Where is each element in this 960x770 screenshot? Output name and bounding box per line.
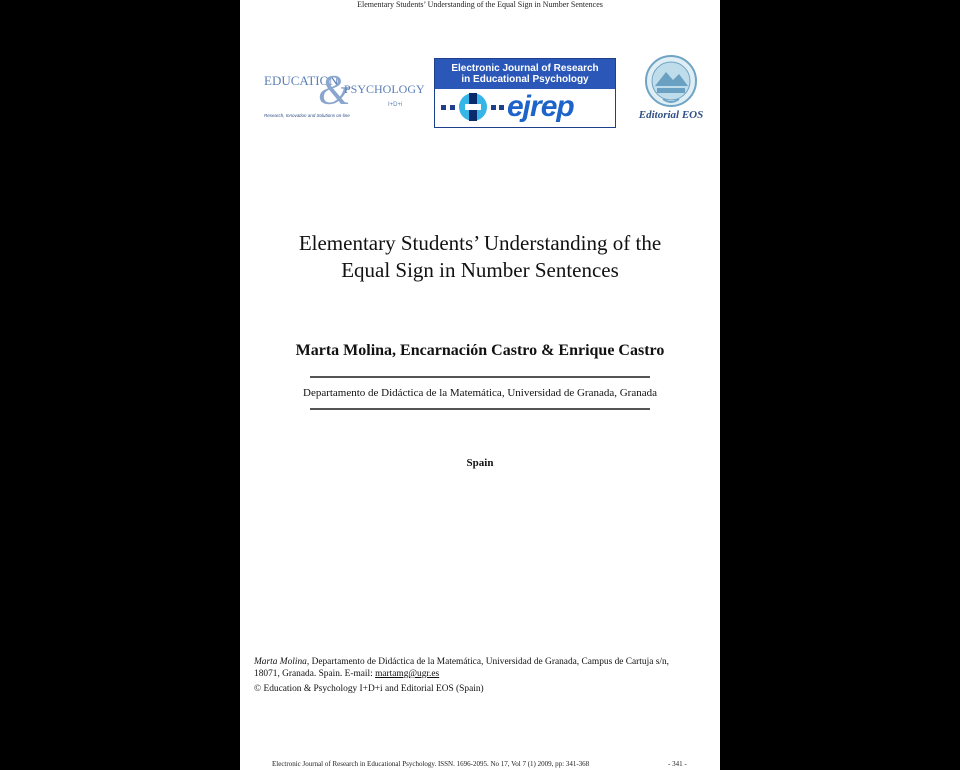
journal-citation: Electronic Journal of Research in Educational Psychology. ISSN. 1696-2095. No 17, Vol 7 (1) 2009, pp: 341-368 bbox=[272, 760, 590, 768]
ejrep-wordmark: ejrep bbox=[507, 90, 574, 123]
affiliation: Departamento de Didáctica de la Matemática, Universidad de Granada, Granada bbox=[303, 387, 657, 399]
correspondence-footnote bbox=[254, 656, 714, 695]
eos-label: Editorial EOS bbox=[638, 109, 704, 121]
running-head: Elementary Students’ Understanding of the Equal Sign in Number Sentences bbox=[357, 0, 603, 9]
country: Spain bbox=[466, 457, 494, 469]
footnote-city: 18071, Granada. Spain. E-mail: bbox=[254, 669, 376, 679]
document-page bbox=[240, 0, 720, 770]
ep-line2: PSYCHOLOGY bbox=[344, 82, 425, 96]
ep-mark: I+D+i bbox=[388, 102, 403, 108]
ejrep-emblem-icon bbox=[439, 89, 505, 126]
footnote-line1 bbox=[254, 656, 714, 668]
ep-line1: EDUCATION bbox=[264, 73, 339, 88]
ejrep-emblem-row bbox=[435, 89, 615, 126]
top-divider bbox=[310, 376, 650, 378]
ejrep-banner-line2: in Educational Psychology bbox=[461, 74, 589, 85]
bottom-divider bbox=[310, 408, 650, 410]
ejrep-banner-line1: Electronic Journal of Research bbox=[451, 63, 599, 74]
editorial-eos-logo bbox=[628, 52, 714, 136]
author-list: Marta Molina, Encarnación Castro & Enrique Castro bbox=[295, 342, 665, 359]
page-number: - 341 - bbox=[668, 760, 687, 768]
footnote-author-name: Marta Molina, bbox=[254, 657, 310, 667]
education-psychology-logo-graphic bbox=[248, 60, 425, 136]
footnote-address: Departamento de Didáctica de la Matemática, Universidad de Granada, Campus de Cartuja s/n, bbox=[309, 657, 669, 667]
paper-title-line1: Elementary Students’ Understanding of the bbox=[298, 231, 662, 255]
paper-title bbox=[240, 230, 720, 284]
eos-seal-icon bbox=[628, 52, 714, 108]
education-psychology-logo bbox=[248, 60, 425, 136]
copyright-notice: © Education & Psychology I+D+i and Editorial EOS (Spain) bbox=[254, 684, 484, 694]
ep-tagline: Research, Innovation and Solutions on-line bbox=[264, 113, 350, 118]
ep-ampersand: & bbox=[318, 68, 351, 114]
ejrep-logo bbox=[434, 58, 616, 128]
ejrep-banner bbox=[435, 59, 615, 89]
page-footer bbox=[272, 760, 692, 768]
author-email-link[interactable]: martamg@ugr.es bbox=[375, 669, 440, 679]
footnote-line2 bbox=[254, 668, 714, 680]
paper-title-line2: Equal Sign in Number Sentences bbox=[341, 258, 619, 282]
